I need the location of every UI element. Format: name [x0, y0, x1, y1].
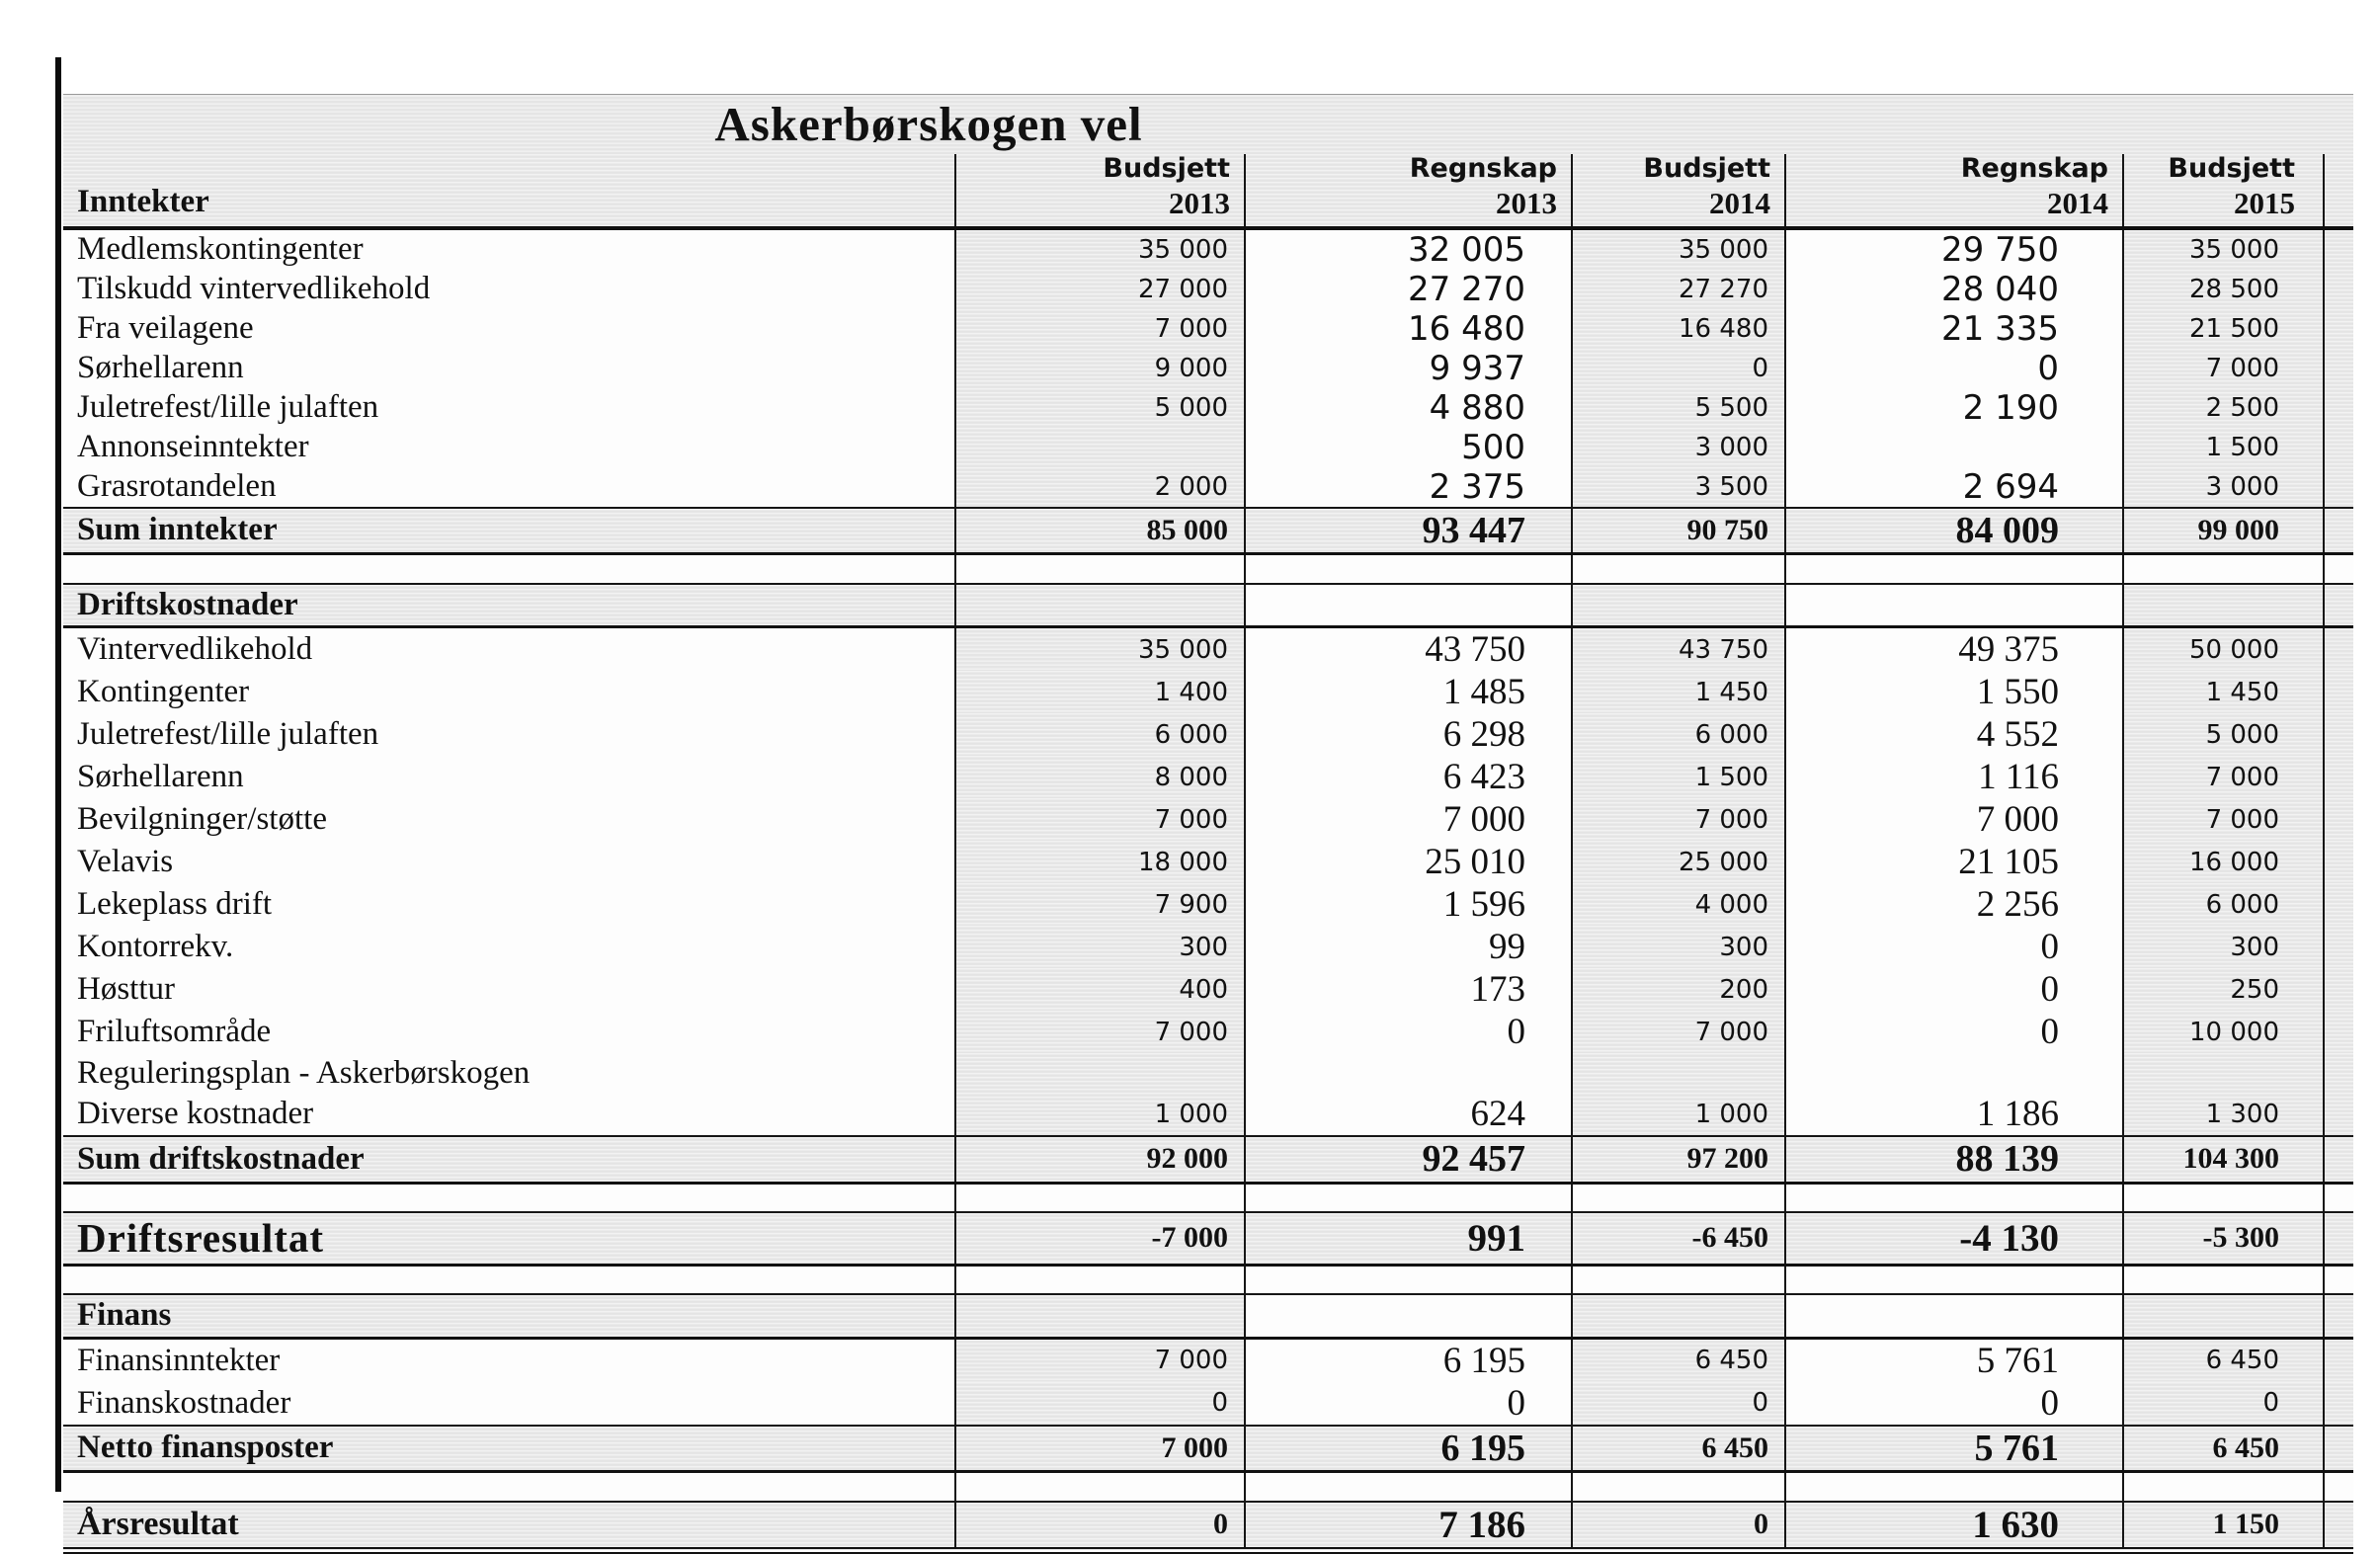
cell-budsjett-2014: 1 450: [1572, 671, 1785, 713]
column-label: Regnskap: [1409, 152, 1557, 184]
page-edge-strip: [2324, 713, 2353, 756]
cell-budsjett-2015: 1 150: [2123, 1502, 2324, 1551]
cell-budsjett-2013: [955, 554, 1245, 584]
cell-regnskap-2013: 6 423: [1245, 756, 1572, 798]
cell-regnskap-2014: [1785, 1183, 2123, 1212]
page-edge-strip: [2324, 349, 2353, 388]
cell-regnskap-2013: 500: [1245, 428, 1572, 467]
table-row: [63, 1294, 2353, 1338]
row-label: Tilskudd vintervedlikehold: [63, 270, 955, 309]
cell-budsjett-2015: 1 500: [2123, 428, 2324, 467]
cell-budsjett-2014: 0: [1572, 1382, 1785, 1426]
cell-regnskap-2013: 43 750: [1245, 627, 1572, 672]
column-header-row: [63, 154, 2353, 228]
cell-budsjett-2015: 10 000: [2123, 1011, 2324, 1053]
cell-budsjett-2013: 18 000: [955, 841, 1245, 883]
cell-regnskap-2013: 32 005: [1245, 228, 1572, 270]
cell-regnskap-2013: 99: [1245, 926, 1572, 968]
cell-regnskap-2014: 1 550: [1785, 671, 2123, 713]
cell-budsjett-2015: 250: [2123, 968, 2324, 1011]
cell-regnskap-2013: 2 375: [1245, 467, 1572, 508]
page-edge-strip: [2324, 1011, 2353, 1053]
cell-budsjett-2013: 7 000: [955, 309, 1245, 349]
cell-regnskap-2014: 0: [1785, 926, 2123, 968]
cell-regnskap-2013: 624: [1245, 1093, 1572, 1136]
title-row: [63, 95, 2353, 154]
cell-regnskap-2013: 0: [1245, 1382, 1572, 1426]
row-label: Kontingenter: [63, 671, 955, 713]
cell-regnskap-2014: 0: [1785, 1382, 2123, 1426]
table-row: [63, 1502, 2353, 1551]
cell-regnskap-2014: 5 761: [1785, 1338, 2123, 1382]
cell-regnskap-2014: [1785, 1265, 2123, 1294]
cell-regnskap-2013: 92 457: [1245, 1136, 1572, 1183]
table-row: [63, 883, 2353, 926]
cell-regnskap-2013: 7 186: [1245, 1502, 1572, 1551]
cell-budsjett-2015: 16 000: [2123, 841, 2324, 883]
cell-regnskap-2014: 21 105: [1785, 841, 2123, 883]
table-row: [63, 756, 2353, 798]
page-edge-strip: [2324, 926, 2353, 968]
table-row: [63, 627, 2353, 672]
cell-budsjett-2013: 85 000: [955, 508, 1245, 554]
cell-regnskap-2013: 6 298: [1245, 713, 1572, 756]
cell-regnskap-2014: 4 552: [1785, 713, 2123, 756]
cell-budsjett-2015: 7 000: [2123, 756, 2324, 798]
row-label: Bevilgninger/støtte: [63, 798, 955, 841]
cell-budsjett-2014: 3 000: [1572, 428, 1785, 467]
cell-budsjett-2014: 90 750: [1572, 508, 1785, 554]
cell-budsjett-2015: 28 500: [2123, 270, 2324, 309]
page-edge-strip: [2324, 1382, 2353, 1426]
cell-budsjett-2014: 7 000: [1572, 798, 1785, 841]
row-label: [63, 1472, 955, 1502]
cell-budsjett-2013: 2 000: [955, 467, 1245, 508]
row-label: Finansinntekter: [63, 1338, 955, 1382]
cell-budsjett-2015: 1 300: [2123, 1093, 2324, 1136]
row-label: Friluftsområde: [63, 1011, 955, 1053]
page-edge-strip: [2324, 388, 2353, 428]
row-label: Sum driftskostnader: [63, 1136, 955, 1183]
row-label: Reguleringsplan - Askerbørskogen: [63, 1053, 955, 1093]
table-row: [63, 926, 2353, 968]
cell-budsjett-2015: [2123, 1472, 2324, 1502]
column-header-budsjett-2013: [955, 154, 1245, 228]
table-row: [63, 1426, 2353, 1472]
cell-budsjett-2015: 6 450: [2123, 1426, 2324, 1472]
cell-budsjett-2015: 21 500: [2123, 309, 2324, 349]
table-row: [63, 428, 2353, 467]
cell-budsjett-2015: 7 000: [2123, 798, 2324, 841]
page-edge-strip: [2324, 270, 2353, 309]
cell-budsjett-2014: [1572, 584, 1785, 627]
cell-budsjett-2014: [1572, 554, 1785, 584]
cell-budsjett-2013: [955, 428, 1245, 467]
cell-budsjett-2015: 6 000: [2123, 883, 2324, 926]
cell-budsjett-2015: 0: [2123, 1382, 2324, 1426]
cell-budsjett-2013: 27 000: [955, 270, 1245, 309]
cell-regnskap-2014: 2 190: [1785, 388, 2123, 428]
cell-budsjett-2014: [1572, 1294, 1785, 1338]
table-row: [63, 1011, 2353, 1053]
cell-budsjett-2014: [1572, 1265, 1785, 1294]
page-edge-strip: [2324, 1136, 2353, 1183]
cell-regnskap-2013: 6 195: [1245, 1426, 1572, 1472]
table-row: [63, 388, 2353, 428]
cell-budsjett-2015: 2 500: [2123, 388, 2324, 428]
column-year: 2014: [2047, 185, 2108, 220]
cell-regnskap-2014: 0: [1785, 349, 2123, 388]
cell-budsjett-2014: 6 450: [1572, 1426, 1785, 1472]
cell-budsjett-2013: 7 000: [955, 1426, 1245, 1472]
cell-budsjett-2015: [2123, 554, 2324, 584]
row-label: Finanskostnader: [63, 1382, 955, 1426]
column-year: 2013: [1169, 185, 1230, 220]
row-label: Diverse kostnader: [63, 1093, 955, 1136]
table-row: [63, 968, 2353, 1011]
cell-regnskap-2013: 27 270: [1245, 270, 1572, 309]
cell-budsjett-2013: 1 400: [955, 671, 1245, 713]
page-edge-strip: [2324, 671, 2353, 713]
cell-budsjett-2015: 5 000: [2123, 713, 2324, 756]
page-edge-strip: [2324, 798, 2353, 841]
row-label: Velavis: [63, 841, 955, 883]
column-label: Regnskap: [1960, 152, 2108, 184]
page-edge-strip: [2324, 1472, 2353, 1502]
cell-budsjett-2014: -6 450: [1572, 1212, 1785, 1265]
cell-regnskap-2014: 2 256: [1785, 883, 2123, 926]
cell-regnskap-2014: 88 139: [1785, 1136, 2123, 1183]
cell-regnskap-2014: [1785, 584, 2123, 627]
column-year: 2014: [1709, 185, 1770, 220]
row-label: Sørhellarenn: [63, 349, 955, 388]
cell-budsjett-2014: 0: [1572, 1502, 1785, 1551]
column-year: 2013: [1496, 185, 1557, 220]
row-label: Driftsresultat: [63, 1212, 955, 1265]
page-edge-strip: [2324, 154, 2353, 228]
cell-budsjett-2015: 35 000: [2123, 228, 2324, 270]
cell-regnskap-2013: [1245, 1053, 1572, 1093]
cell-regnskap-2014: [1785, 554, 2123, 584]
row-label: Høsttur: [63, 968, 955, 1011]
cell-budsjett-2014: 25 000: [1572, 841, 1785, 883]
table-row: [63, 1093, 2353, 1136]
page-edge-strip: [2324, 467, 2353, 508]
cell-budsjett-2014: 6 000: [1572, 713, 1785, 756]
table-row: [63, 841, 2353, 883]
cell-budsjett-2013: 7 900: [955, 883, 1245, 926]
cell-regnskap-2014: 29 750: [1785, 228, 2123, 270]
page-edge-strip: [2324, 1183, 2353, 1212]
cell-regnskap-2013: 173: [1245, 968, 1572, 1011]
row-label: Annonseinntekter: [63, 428, 955, 467]
table-row: [63, 1136, 2353, 1183]
cell-budsjett-2014: 43 750: [1572, 627, 1785, 672]
row-label: Driftskostnader: [63, 584, 955, 627]
cell-budsjett-2014: 1 500: [1572, 756, 1785, 798]
cell-budsjett-2013: 7 000: [955, 798, 1245, 841]
row-label: Juletrefest/lille julaften: [63, 388, 955, 428]
page-edge-strip: [2324, 841, 2353, 883]
cell-budsjett-2013: [955, 1472, 1245, 1502]
page-edge-strip: [2324, 228, 2353, 270]
table-row: [63, 228, 2353, 270]
cell-budsjett-2014: 200: [1572, 968, 1785, 1011]
cell-regnskap-2013: 4 880: [1245, 388, 1572, 428]
cell-budsjett-2013: 0: [955, 1382, 1245, 1426]
page-title: Askerbørskogen vel: [63, 95, 2353, 154]
page-edge-strip: [2324, 1265, 2353, 1294]
cell-regnskap-2014: 1 630: [1785, 1502, 2123, 1551]
cell-regnskap-2013: [1245, 584, 1572, 627]
cell-regnskap-2014: 49 375: [1785, 627, 2123, 672]
row-label: Årsresultat: [63, 1502, 955, 1551]
cell-budsjett-2015: [2123, 584, 2324, 627]
table-row: [63, 798, 2353, 841]
cell-budsjett-2013: 7 000: [955, 1011, 1245, 1053]
cell-regnskap-2014: 1 116: [1785, 756, 2123, 798]
cell-budsjett-2014: [1572, 1472, 1785, 1502]
cell-regnskap-2013: 9 937: [1245, 349, 1572, 388]
cell-budsjett-2015: 50 000: [2123, 627, 2324, 672]
cell-budsjett-2013: [955, 1294, 1245, 1338]
cell-budsjett-2015: [2123, 1294, 2324, 1338]
cell-regnskap-2014: -4 130: [1785, 1212, 2123, 1265]
budget-table: [63, 94, 2353, 1554]
cell-budsjett-2013: [955, 1265, 1245, 1294]
cell-regnskap-2014: 2 694: [1785, 467, 2123, 508]
cell-budsjett-2014: [1572, 1053, 1785, 1093]
page-edge-strip: [2324, 1053, 2353, 1093]
row-label: [63, 554, 955, 584]
cell-regnskap-2014: 84 009: [1785, 508, 2123, 554]
table-row: [63, 309, 2353, 349]
cell-budsjett-2013: 9 000: [955, 349, 1245, 388]
cell-regnskap-2013: 16 480: [1245, 309, 1572, 349]
table-row: [63, 270, 2353, 309]
cell-budsjett-2015: 3 000: [2123, 467, 2324, 508]
cell-budsjett-2014: 6 450: [1572, 1338, 1785, 1382]
table-row: [63, 1382, 2353, 1426]
cell-regnskap-2013: 991: [1245, 1212, 1572, 1265]
column-header-regnskap-2013: [1245, 154, 1572, 228]
cell-regnskap-2014: 0: [1785, 968, 2123, 1011]
cell-budsjett-2015: -5 300: [2123, 1212, 2324, 1265]
cell-budsjett-2015: 104 300: [2123, 1136, 2324, 1183]
row-label: Finans: [63, 1294, 955, 1338]
row-label: Sørhellarenn: [63, 756, 955, 798]
cell-budsjett-2014: [1572, 1183, 1785, 1212]
cell-regnskap-2013: 7 000: [1245, 798, 1572, 841]
page-edge-strip: [2324, 1212, 2353, 1265]
cell-budsjett-2015: [2123, 1183, 2324, 1212]
row-label: [63, 1265, 955, 1294]
cell-budsjett-2013: 0: [955, 1502, 1245, 1551]
cell-budsjett-2014: 16 480: [1572, 309, 1785, 349]
spacer-row: [63, 1183, 2353, 1212]
table-row: [63, 713, 2353, 756]
cell-budsjett-2014: 3 500: [1572, 467, 1785, 508]
cell-regnskap-2013: [1245, 1183, 1572, 1212]
column-label: Budsjett: [2168, 152, 2295, 184]
cell-budsjett-2015: 1 450: [2123, 671, 2324, 713]
row-label: Lekeplass drift: [63, 883, 955, 926]
cell-budsjett-2015: [2123, 1053, 2324, 1093]
row-label: Netto finansposter: [63, 1426, 955, 1472]
cell-budsjett-2015: [2123, 1265, 2324, 1294]
row-label: Grasrotandelen: [63, 467, 955, 508]
cell-budsjett-2013: 400: [955, 968, 1245, 1011]
cell-regnskap-2014: 28 040: [1785, 270, 2123, 309]
page-edge-strip: [2324, 309, 2353, 349]
page-edge-strip: [2324, 584, 2353, 627]
cell-regnskap-2013: [1245, 1265, 1572, 1294]
cell-budsjett-2013: 35 000: [955, 228, 1245, 270]
section-header-inntekter: Inntekter: [63, 154, 955, 228]
row-label: Vintervedlikehold: [63, 627, 955, 672]
column-header-budsjett-2015: [2123, 154, 2324, 228]
cell-regnskap-2014: 5 761: [1785, 1426, 2123, 1472]
page-edge-strip: [2324, 756, 2353, 798]
cell-budsjett-2015: 99 000: [2123, 508, 2324, 554]
row-label: Sum inntekter: [63, 508, 955, 554]
cell-budsjett-2013: [955, 584, 1245, 627]
cell-budsjett-2015: 7 000: [2123, 349, 2324, 388]
cell-budsjett-2014: 35 000: [1572, 228, 1785, 270]
table-row: [63, 508, 2353, 554]
cell-budsjett-2014: 0: [1572, 349, 1785, 388]
cell-budsjett-2014: 4 000: [1572, 883, 1785, 926]
scan-edge-line: [55, 57, 61, 1492]
column-label: Budsjett: [1643, 152, 1770, 184]
cell-regnskap-2014: 1 186: [1785, 1093, 2123, 1136]
cell-budsjett-2013: 1 000: [955, 1093, 1245, 1136]
cell-regnskap-2014: [1785, 428, 2123, 467]
row-label: Fra veilagene: [63, 309, 955, 349]
page-edge-strip: [2324, 1294, 2353, 1338]
cell-budsjett-2014: 5 500: [1572, 388, 1785, 428]
page-edge-strip: [2324, 1338, 2353, 1382]
cell-budsjett-2014: 97 200: [1572, 1136, 1785, 1183]
cell-budsjett-2013: 35 000: [955, 627, 1245, 672]
cell-regnskap-2014: 7 000: [1785, 798, 2123, 841]
page-edge-strip: [2324, 1502, 2353, 1551]
table-row: [63, 671, 2353, 713]
table-row: [63, 1212, 2353, 1265]
cell-regnskap-2013: [1245, 1294, 1572, 1338]
table-row: [63, 1053, 2353, 1093]
cell-budsjett-2015: 6 450: [2123, 1338, 2324, 1382]
cell-regnskap-2013: 93 447: [1245, 508, 1572, 554]
cell-budsjett-2013: [955, 1053, 1245, 1093]
cell-regnskap-2014: [1785, 1472, 2123, 1502]
spacer-row: [63, 1265, 2353, 1294]
page-edge-strip: [2324, 883, 2353, 926]
cell-regnskap-2013: [1245, 554, 1572, 584]
row-label: Medlemskontingenter: [63, 228, 955, 270]
cell-budsjett-2014: 7 000: [1572, 1011, 1785, 1053]
cell-budsjett-2014: 300: [1572, 926, 1785, 968]
cell-regnskap-2013: 6 195: [1245, 1338, 1572, 1382]
cell-budsjett-2015: 300: [2123, 926, 2324, 968]
page-edge-strip: [2324, 627, 2353, 672]
cell-regnskap-2014: [1785, 1053, 2123, 1093]
spacer-row: [63, 1472, 2353, 1502]
table-row: [63, 349, 2353, 388]
cell-regnskap-2014: 21 335: [1785, 309, 2123, 349]
page-edge-strip: [2324, 554, 2353, 584]
cell-regnskap-2013: 0: [1245, 1011, 1572, 1053]
cell-regnskap-2014: 0: [1785, 1011, 2123, 1053]
cell-budsjett-2013: 5 000: [955, 388, 1245, 428]
page-edge-strip: [2324, 428, 2353, 467]
cell-budsjett-2013: 6 000: [955, 713, 1245, 756]
cell-budsjett-2014: 27 270: [1572, 270, 1785, 309]
cell-regnskap-2014: [1785, 1294, 2123, 1338]
cell-regnskap-2013: 1 596: [1245, 883, 1572, 926]
cell-budsjett-2013: 92 000: [955, 1136, 1245, 1183]
cell-budsjett-2013: 7 000: [955, 1338, 1245, 1382]
cell-budsjett-2013: -7 000: [955, 1212, 1245, 1265]
table-row: [63, 584, 2353, 627]
page-edge-strip: [2324, 968, 2353, 1011]
row-label: Kontorrekv.: [63, 926, 955, 968]
cell-regnskap-2013: 25 010: [1245, 841, 1572, 883]
row-label: [63, 1183, 955, 1212]
column-header-budsjett-2014: [1572, 154, 1785, 228]
table-row: [63, 1338, 2353, 1382]
column-year: 2015: [2234, 185, 2295, 220]
cell-regnskap-2013: 1 485: [1245, 671, 1572, 713]
column-label: Budsjett: [1103, 152, 1230, 184]
cell-budsjett-2013: [955, 1183, 1245, 1212]
page-edge-strip: [2324, 508, 2353, 554]
table-row: [63, 467, 2353, 508]
page-edge-strip: [2324, 1093, 2353, 1136]
column-header-regnskap-2014: [1785, 154, 2123, 228]
cell-budsjett-2013: 300: [955, 926, 1245, 968]
row-label: Juletrefest/lille julaften: [63, 713, 955, 756]
page-edge-strip: [2324, 1426, 2353, 1472]
cell-budsjett-2014: 1 000: [1572, 1093, 1785, 1136]
cell-budsjett-2013: 8 000: [955, 756, 1245, 798]
spacer-row: [63, 554, 2353, 584]
cell-regnskap-2013: [1245, 1472, 1572, 1502]
